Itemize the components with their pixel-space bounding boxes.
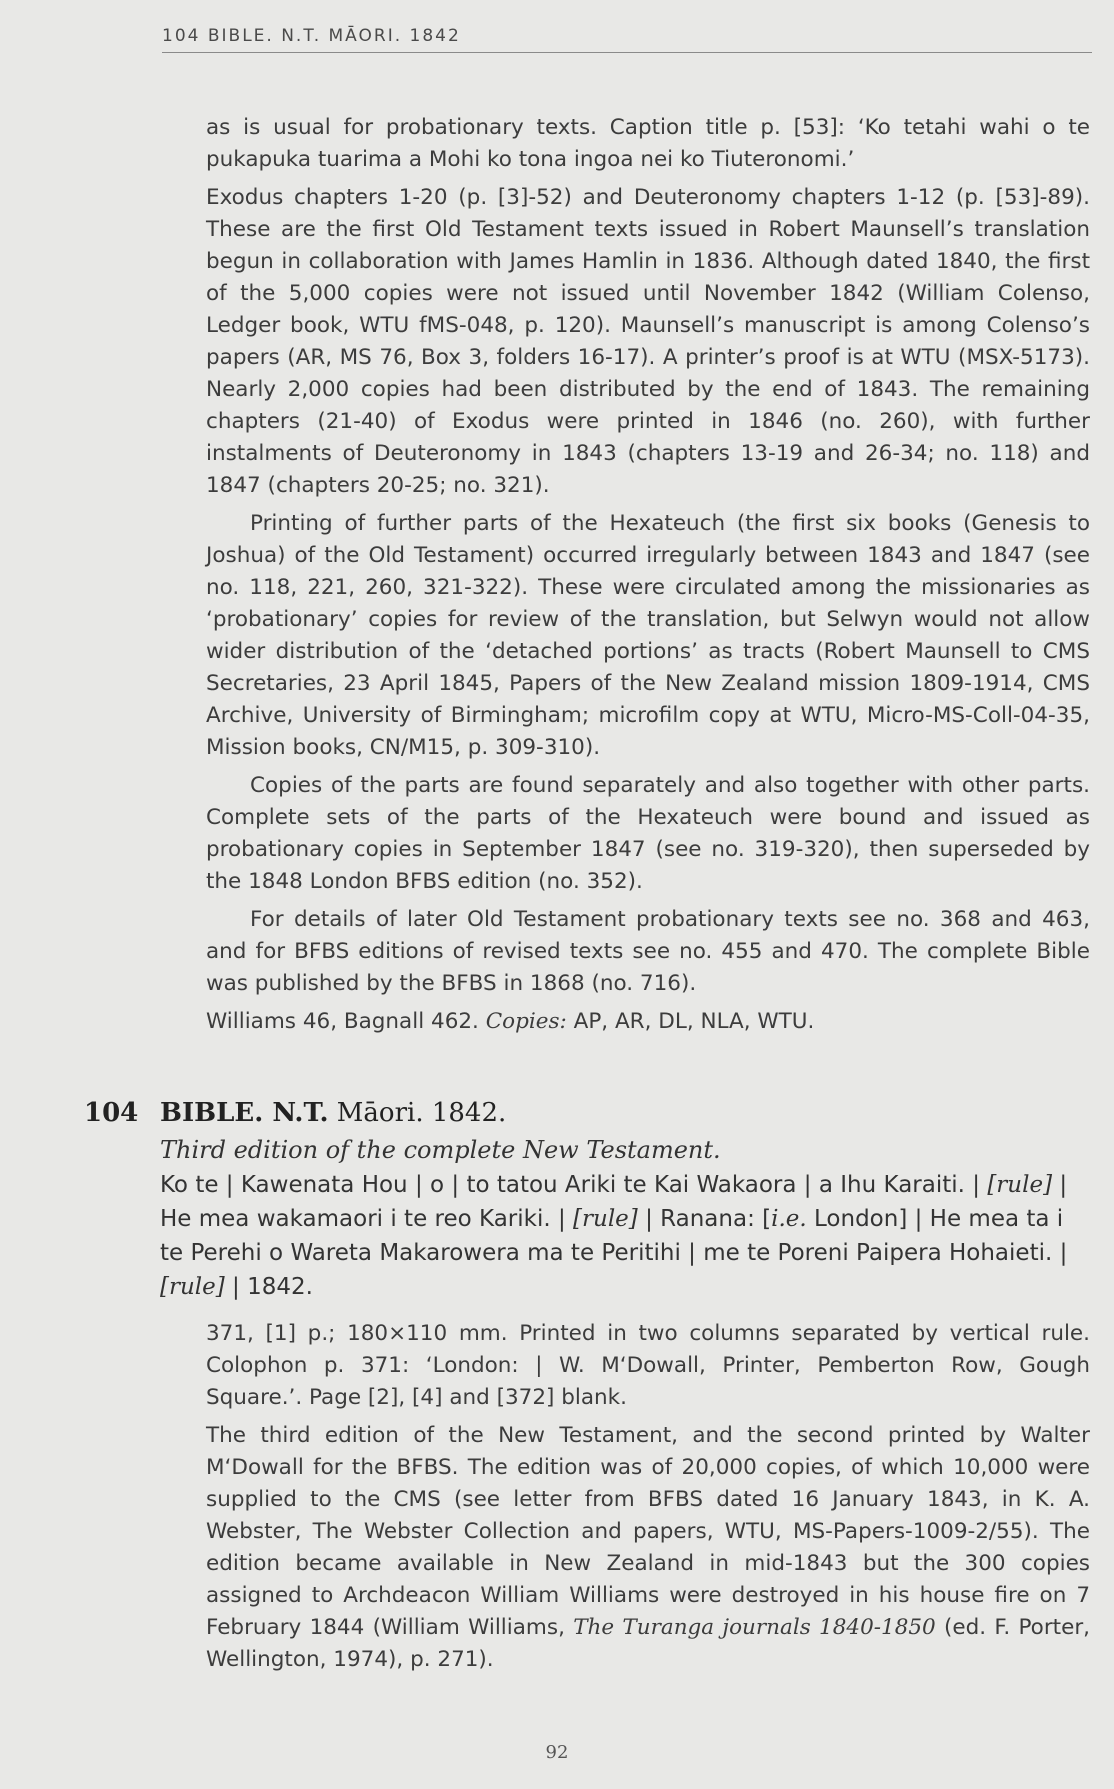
entry-title-transcription [160, 1168, 1090, 1304]
title-part: London] | He mea ta i te Perehi o Wareta Makarowera ma te Peritihi | me te Poreni Paipera Hohaieti. | [160, 1206, 1068, 1266]
copies-label: Copies: [485, 1009, 567, 1034]
entry-subtitle: Third edition of the complete New Testament. [160, 1136, 721, 1164]
paragraph: Printing of further parts of the Hexateuch (the first six books (Genesis to Joshua) of the Old Testament) occurred irregularly between 1843 and 1847 (see no. 118, 221, 260, 321-322). These were circulated among the missionaries as ‘probationary’ copies for review of the translation, but Selwyn would not allow wider distribution of the ‘detached portions’ as tracts (Robert Maunsell to CMS Secretaries, 23 April 1845, Papers of the New Zealand mission 1809-1914, CMS Archive, University of Birmingham; microfilm copy at WTU, Micro-MS-Coll-04-35, Mission books, CN/M15, p. 309-310). [206, 511, 1090, 760]
running-head: 104 BIBLE. N.T. MĀORI. 1842 [162, 26, 1092, 53]
entry-notes [80, 1318, 1090, 1682]
entry-number: 104 [84, 1098, 139, 1128]
paragraph: For details of later Old Testament probationary texts see no. 368 and 463, and for BFBS editions of revised texts see no. 455 and 470. The complete Bible was published by the BFBS in 1868 (no. 716). [206, 907, 1090, 996]
bibliography-entry-104 [84, 1094, 1090, 1304]
references [206, 1006, 1090, 1038]
note-title: The Turanga journals 1840-1850 [573, 1615, 936, 1640]
paragraph: as is usual for probationary texts. Caption title p. [53]: ‘Ko tetahi wahi o te pukapuka tuarima a Mohi ko tona ingoa nei ko Tiuteronomi.’ [206, 115, 1090, 172]
entry-heading [84, 1094, 1090, 1132]
entry-heading-bold: BIBLE. N.T. [160, 1098, 329, 1128]
continued-entry-text [206, 112, 1090, 1044]
copies-list: AP, AR, DL, NLA, WTU. [573, 1009, 815, 1034]
rule-marker: [rule] [160, 1274, 225, 1300]
ie-abbrev: i.e. [771, 1206, 807, 1232]
collation: 371, [1] p.; 180×110 mm. Printed in two columns separated by vertical rule. Colophon p. 371: ‘London: | W. M‘Dowall, Printer, Pemberton Row, Gough Square.’. Page [2], [4] and [372] blank. [206, 1321, 1090, 1410]
references-text: Williams 46, Bagnall 462. [206, 1009, 479, 1034]
title-part: | 1842. [224, 1274, 313, 1300]
note-text: The third edition of the New Testament, and the second printed by Walter M‘Dowall for the BFBS. The edition was of 20,000 copies, of which 10,000 were supplied to the CMS (see letter from BFBS dated 16 January 1843, in K. A. Webster, The Webster Collection and papers, WTU, MS-Papers-1009-2/55). The edition became available in New Zealand in mid-1843 but the 300 copies assigned to Archdeacon William Williams were destroyed in his house fire on 7 February 1844 (William Williams, [206, 1423, 1090, 1640]
title-part: | Ranana: [ [637, 1206, 772, 1232]
paragraph: Copies of the parts are found separately and also together with other parts. Complete sets of the parts of the Hexateuch were bound and issued as probationary copies in September 1847 (see no. 319-320), then superseded by the 1848 London BFBS edition (no. 352). [206, 773, 1090, 894]
rule-marker: [rule] [987, 1172, 1053, 1198]
title-part: Ko te | Kawenata Hou | o | to tatou Ariki te Kai Wakaora | a Ihu Karaiti. | [160, 1172, 988, 1198]
entry-note [206, 1420, 1090, 1676]
note-text: (ed. F. Porter, Wellington, 1974), p. 271). [206, 1615, 1090, 1672]
entry-heading-rest: Māori. 1842. [336, 1098, 507, 1128]
entry-body [84, 1132, 1090, 1304]
page-number: 92 [545, 1742, 569, 1763]
paragraph: Exodus chapters 1-20 (p. [3]-52) and Deuteronomy chapters 1-12 (p. [53]-89). These are the first Old Testament texts issued in Robert Maunsell’s translation begun in collaboration with James Hamlin in 1836. Although dated 1840, the first of the 5,000 copies were not issued until November 1842 (William Colenso, Ledger book, WTU fMS-048, p. 120). Maunsell’s manuscript is among Colenso’s papers (AR, MS 76, Box 3, folders 16-17). A printer’s proof is at WTU (MSX-5173). Nearly 2,000 copies had been distributed by the end of 1843. The remaining chapters (21-40) of Exodus were printed in 1846 (no. 260), with further instalments of Deuteronomy in 1843 (chapters 13-19 and 26-34; no. 118) and 1847 (chapters 20-25; no. 321). [206, 185, 1090, 498]
title-part: | He mea wakamaori i te reo Kariki. | [160, 1172, 1068, 1232]
rule-marker: [rule] [573, 1206, 638, 1232]
